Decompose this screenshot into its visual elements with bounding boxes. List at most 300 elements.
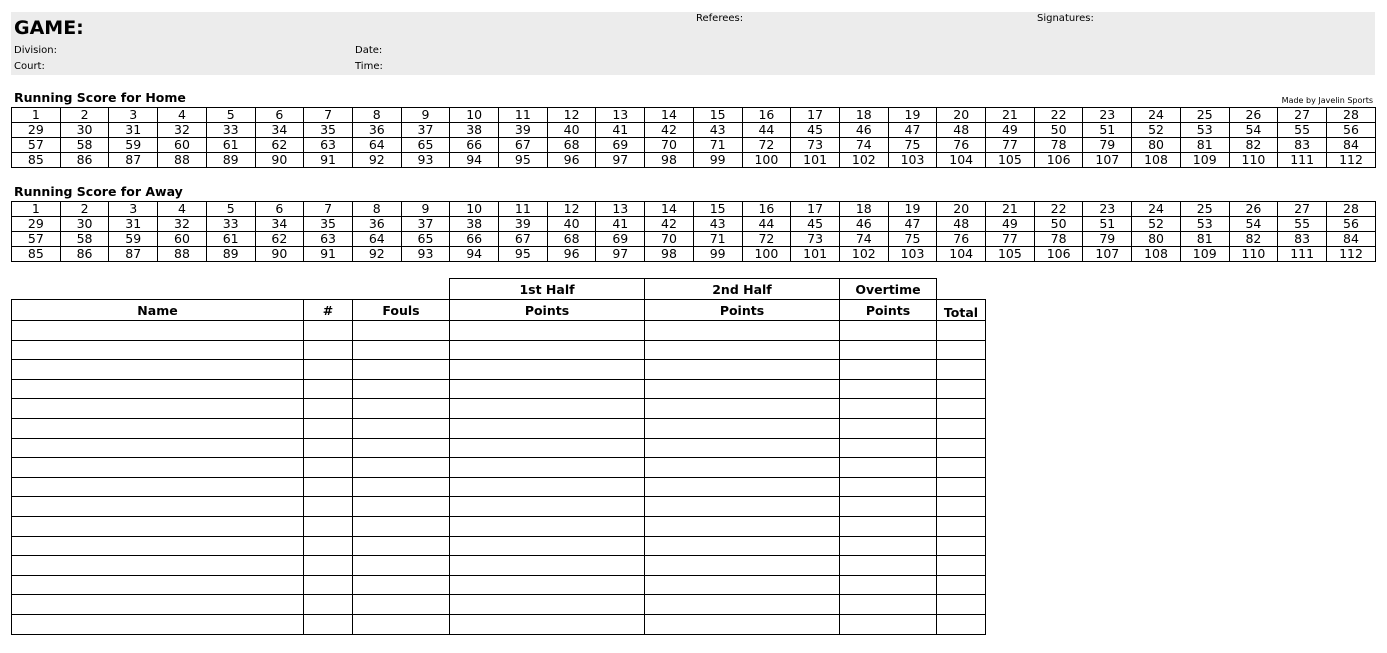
home-score-cell[interactable]: 33: [206, 123, 255, 138]
home-score-cell[interactable]: 43: [693, 123, 742, 138]
overtime-points-cell[interactable]: [840, 536, 937, 556]
away-score-cell[interactable]: 56: [1326, 217, 1375, 232]
away-score-cell[interactable]: 87: [109, 247, 158, 262]
away-score-cell[interactable]: 75: [888, 232, 937, 247]
player-name-cell[interactable]: [12, 575, 304, 595]
home-score-cell[interactable]: 26: [1229, 108, 1278, 123]
total-cell[interactable]: [937, 340, 986, 360]
player-name-cell[interactable]: [12, 340, 304, 360]
home-score-cell[interactable]: 5: [206, 108, 255, 123]
player-number-cell[interactable]: [304, 458, 353, 478]
away-score-cell[interactable]: 77: [986, 232, 1035, 247]
first-half-points-cell[interactable]: [450, 418, 645, 438]
first-half-points-cell[interactable]: [450, 321, 645, 341]
away-score-cell[interactable]: 31: [109, 217, 158, 232]
away-score-cell[interactable]: 52: [1132, 217, 1181, 232]
home-score-cell[interactable]: 54: [1229, 123, 1278, 138]
first-half-points-cell[interactable]: [450, 614, 645, 634]
home-score-cell[interactable]: 51: [1083, 123, 1132, 138]
away-score-cell[interactable]: 99: [693, 247, 742, 262]
home-score-cell[interactable]: 25: [1180, 108, 1229, 123]
away-score-cell[interactable]: 33: [206, 217, 255, 232]
home-score-cell[interactable]: 38: [450, 123, 499, 138]
away-score-cell[interactable]: 44: [742, 217, 791, 232]
away-score-cell[interactable]: 47: [888, 217, 937, 232]
away-score-cell[interactable]: 38: [450, 217, 499, 232]
home-score-cell[interactable]: 41: [596, 123, 645, 138]
away-score-cell[interactable]: 7: [304, 202, 353, 217]
away-score-cell[interactable]: 17: [791, 202, 840, 217]
home-score-cell[interactable]: 67: [499, 138, 548, 153]
home-score-cell[interactable]: 112: [1326, 153, 1375, 168]
home-score-cell[interactable]: 37: [401, 123, 450, 138]
home-score-cell[interactable]: 70: [645, 138, 694, 153]
away-score-cell[interactable]: 39: [499, 217, 548, 232]
away-score-cell[interactable]: 58: [60, 232, 109, 247]
home-score-cell[interactable]: 74: [839, 138, 888, 153]
home-score-cell[interactable]: 100: [742, 153, 791, 168]
home-score-cell[interactable]: 71: [693, 138, 742, 153]
home-score-cell[interactable]: 78: [1034, 138, 1083, 153]
home-score-cell[interactable]: 80: [1132, 138, 1181, 153]
away-score-cell[interactable]: 11: [499, 202, 548, 217]
away-score-cell[interactable]: 105: [986, 247, 1035, 262]
away-score-cell[interactable]: 42: [645, 217, 694, 232]
away-score-cell[interactable]: 62: [255, 232, 304, 247]
home-score-cell[interactable]: 91: [304, 153, 353, 168]
away-score-cell[interactable]: 28: [1326, 202, 1375, 217]
home-score-cell[interactable]: 101: [791, 153, 840, 168]
player-name-cell[interactable]: [12, 516, 304, 536]
home-score-cell[interactable]: 18: [839, 108, 888, 123]
away-score-cell[interactable]: 66: [450, 232, 499, 247]
home-score-cell[interactable]: 21: [986, 108, 1035, 123]
home-score-cell[interactable]: 105: [986, 153, 1035, 168]
home-score-cell[interactable]: 84: [1326, 138, 1375, 153]
home-score-cell[interactable]: 58: [60, 138, 109, 153]
first-half-points-cell[interactable]: [450, 516, 645, 536]
total-cell[interactable]: [937, 458, 986, 478]
first-half-points-cell[interactable]: [450, 399, 645, 419]
fouls-cell[interactable]: [353, 360, 450, 380]
away-score-cell[interactable]: 73: [791, 232, 840, 247]
home-score-cell[interactable]: 24: [1132, 108, 1181, 123]
away-score-cell[interactable]: 90: [255, 247, 304, 262]
home-score-cell[interactable]: 90: [255, 153, 304, 168]
fouls-cell[interactable]: [353, 379, 450, 399]
second-half-points-cell[interactable]: [645, 477, 840, 497]
home-score-cell[interactable]: 23: [1083, 108, 1132, 123]
overtime-points-cell[interactable]: [840, 418, 937, 438]
player-number-cell[interactable]: [304, 418, 353, 438]
second-half-points-cell[interactable]: [645, 321, 840, 341]
player-name-cell[interactable]: [12, 536, 304, 556]
away-score-cell[interactable]: 111: [1278, 247, 1327, 262]
fouls-cell[interactable]: [353, 458, 450, 478]
home-score-cell[interactable]: 9: [401, 108, 450, 123]
away-score-cell[interactable]: 109: [1180, 247, 1229, 262]
home-score-cell[interactable]: 35: [304, 123, 353, 138]
overtime-points-cell[interactable]: [840, 516, 937, 536]
away-score-cell[interactable]: 79: [1083, 232, 1132, 247]
away-score-cell[interactable]: 16: [742, 202, 791, 217]
away-score-cell[interactable]: 14: [645, 202, 694, 217]
away-score-cell[interactable]: 110: [1229, 247, 1278, 262]
home-score-cell[interactable]: 75: [888, 138, 937, 153]
home-score-cell[interactable]: 12: [547, 108, 596, 123]
away-score-cell[interactable]: 60: [158, 232, 207, 247]
away-score-cell[interactable]: 72: [742, 232, 791, 247]
total-cell[interactable]: [937, 614, 986, 634]
away-score-cell[interactable]: 3: [109, 202, 158, 217]
away-score-cell[interactable]: 88: [158, 247, 207, 262]
total-cell[interactable]: [937, 399, 986, 419]
total-cell[interactable]: [937, 379, 986, 399]
away-score-cell[interactable]: 81: [1180, 232, 1229, 247]
home-score-cell[interactable]: 42: [645, 123, 694, 138]
home-score-cell[interactable]: 63: [304, 138, 353, 153]
away-score-cell[interactable]: 53: [1180, 217, 1229, 232]
away-score-cell[interactable]: 36: [352, 217, 401, 232]
first-half-points-cell[interactable]: [450, 458, 645, 478]
away-score-cell[interactable]: 43: [693, 217, 742, 232]
away-score-cell[interactable]: 26: [1229, 202, 1278, 217]
fouls-cell[interactable]: [353, 321, 450, 341]
home-score-cell[interactable]: 110: [1229, 153, 1278, 168]
first-half-points-cell[interactable]: [450, 438, 645, 458]
home-score-cell[interactable]: 107: [1083, 153, 1132, 168]
home-score-cell[interactable]: 14: [645, 108, 694, 123]
total-cell[interactable]: [937, 418, 986, 438]
home-score-cell[interactable]: 57: [12, 138, 61, 153]
home-score-cell[interactable]: 13: [596, 108, 645, 123]
overtime-points-cell[interactable]: [840, 556, 937, 576]
second-half-points-cell[interactable]: [645, 614, 840, 634]
total-cell[interactable]: [937, 516, 986, 536]
away-score-cell[interactable]: 92: [352, 247, 401, 262]
home-score-cell[interactable]: 85: [12, 153, 61, 168]
total-cell[interactable]: [937, 556, 986, 576]
home-score-cell[interactable]: 22: [1034, 108, 1083, 123]
overtime-points-cell[interactable]: [840, 379, 937, 399]
away-score-cell[interactable]: 61: [206, 232, 255, 247]
total-cell[interactable]: [937, 360, 986, 380]
away-score-cell[interactable]: 104: [937, 247, 986, 262]
player-number-cell[interactable]: [304, 438, 353, 458]
away-score-cell[interactable]: 2: [60, 202, 109, 217]
overtime-points-cell[interactable]: [840, 575, 937, 595]
home-score-cell[interactable]: 104: [937, 153, 986, 168]
home-score-cell[interactable]: 7: [304, 108, 353, 123]
away-score-cell[interactable]: 55: [1278, 217, 1327, 232]
player-name-cell[interactable]: [12, 477, 304, 497]
fouls-cell[interactable]: [353, 418, 450, 438]
player-name-cell[interactable]: [12, 379, 304, 399]
home-score-cell[interactable]: 59: [109, 138, 158, 153]
player-name-cell[interactable]: [12, 360, 304, 380]
away-score-cell[interactable]: 84: [1326, 232, 1375, 247]
home-score-cell[interactable]: 32: [158, 123, 207, 138]
fouls-cell[interactable]: [353, 438, 450, 458]
home-score-cell[interactable]: 15: [693, 108, 742, 123]
fouls-cell[interactable]: [353, 556, 450, 576]
home-score-cell[interactable]: 1: [12, 108, 61, 123]
second-half-points-cell[interactable]: [645, 340, 840, 360]
home-score-cell[interactable]: 93: [401, 153, 450, 168]
away-score-cell[interactable]: 19: [888, 202, 937, 217]
away-score-cell[interactable]: 76: [937, 232, 986, 247]
player-number-cell[interactable]: [304, 614, 353, 634]
home-score-cell[interactable]: 106: [1034, 153, 1083, 168]
player-number-cell[interactable]: [304, 340, 353, 360]
home-score-cell[interactable]: 30: [60, 123, 109, 138]
home-score-cell[interactable]: 3: [109, 108, 158, 123]
away-score-cell[interactable]: 34: [255, 217, 304, 232]
second-half-points-cell[interactable]: [645, 418, 840, 438]
away-score-cell[interactable]: 65: [401, 232, 450, 247]
fouls-cell[interactable]: [353, 399, 450, 419]
first-half-points-cell[interactable]: [450, 536, 645, 556]
home-score-cell[interactable]: 10: [450, 108, 499, 123]
away-score-cell[interactable]: 101: [791, 247, 840, 262]
home-score-cell[interactable]: 2: [60, 108, 109, 123]
fouls-cell[interactable]: [353, 340, 450, 360]
away-score-cell[interactable]: 80: [1132, 232, 1181, 247]
home-score-cell[interactable]: 61: [206, 138, 255, 153]
away-score-cell[interactable]: 9: [401, 202, 450, 217]
player-name-cell[interactable]: [12, 497, 304, 517]
away-score-cell[interactable]: 23: [1083, 202, 1132, 217]
home-score-cell[interactable]: 88: [158, 153, 207, 168]
home-score-cell[interactable]: 92: [352, 153, 401, 168]
away-score-cell[interactable]: 91: [304, 247, 353, 262]
away-score-cell[interactable]: 108: [1132, 247, 1181, 262]
home-score-cell[interactable]: 44: [742, 123, 791, 138]
first-half-points-cell[interactable]: [450, 556, 645, 576]
home-score-cell[interactable]: 102: [839, 153, 888, 168]
home-score-cell[interactable]: 79: [1083, 138, 1132, 153]
away-score-cell[interactable]: 83: [1278, 232, 1327, 247]
home-score-cell[interactable]: 69: [596, 138, 645, 153]
player-number-cell[interactable]: [304, 477, 353, 497]
player-name-cell[interactable]: [12, 595, 304, 615]
second-half-points-cell[interactable]: [645, 399, 840, 419]
player-number-cell[interactable]: [304, 556, 353, 576]
away-score-cell[interactable]: 6: [255, 202, 304, 217]
second-half-points-cell[interactable]: [645, 595, 840, 615]
home-score-cell[interactable]: 17: [791, 108, 840, 123]
home-score-cell[interactable]: 95: [499, 153, 548, 168]
home-score-cell[interactable]: 64: [352, 138, 401, 153]
first-half-points-cell[interactable]: [450, 379, 645, 399]
player-number-cell[interactable]: [304, 575, 353, 595]
away-score-cell[interactable]: 20: [937, 202, 986, 217]
home-score-cell[interactable]: 19: [888, 108, 937, 123]
home-score-cell[interactable]: 16: [742, 108, 791, 123]
away-score-cell[interactable]: 10: [450, 202, 499, 217]
home-score-cell[interactable]: 31: [109, 123, 158, 138]
home-score-cell[interactable]: 86: [60, 153, 109, 168]
away-score-cell[interactable]: 94: [450, 247, 499, 262]
overtime-points-cell[interactable]: [840, 321, 937, 341]
second-half-points-cell[interactable]: [645, 360, 840, 380]
home-score-cell[interactable]: 6: [255, 108, 304, 123]
total-cell[interactable]: [937, 536, 986, 556]
player-name-cell[interactable]: [12, 614, 304, 634]
fouls-cell[interactable]: [353, 614, 450, 634]
fouls-cell[interactable]: [353, 595, 450, 615]
away-score-cell[interactable]: 71: [693, 232, 742, 247]
home-score-cell[interactable]: 28: [1326, 108, 1375, 123]
home-score-cell[interactable]: 109: [1180, 153, 1229, 168]
overtime-points-cell[interactable]: [840, 477, 937, 497]
away-score-cell[interactable]: 103: [888, 247, 937, 262]
away-score-cell[interactable]: 12: [547, 202, 596, 217]
away-score-cell[interactable]: 32: [158, 217, 207, 232]
away-score-cell[interactable]: 74: [839, 232, 888, 247]
player-number-cell[interactable]: [304, 321, 353, 341]
second-half-points-cell[interactable]: [645, 458, 840, 478]
first-half-points-cell[interactable]: [450, 360, 645, 380]
home-score-cell[interactable]: 72: [742, 138, 791, 153]
first-half-points-cell[interactable]: [450, 575, 645, 595]
home-score-cell[interactable]: 36: [352, 123, 401, 138]
away-score-cell[interactable]: 29: [12, 217, 61, 232]
away-score-cell[interactable]: 46: [839, 217, 888, 232]
player-number-cell[interactable]: [304, 536, 353, 556]
home-score-cell[interactable]: 47: [888, 123, 937, 138]
home-score-cell[interactable]: 46: [839, 123, 888, 138]
home-score-cell[interactable]: 81: [1180, 138, 1229, 153]
away-score-cell[interactable]: 63: [304, 232, 353, 247]
total-cell[interactable]: [937, 497, 986, 517]
away-score-cell[interactable]: 8: [352, 202, 401, 217]
player-name-cell[interactable]: [12, 438, 304, 458]
away-score-cell[interactable]: 69: [596, 232, 645, 247]
away-score-cell[interactable]: 102: [839, 247, 888, 262]
overtime-points-cell[interactable]: [840, 595, 937, 615]
home-score-cell[interactable]: 65: [401, 138, 450, 153]
home-score-cell[interactable]: 20: [937, 108, 986, 123]
second-half-points-cell[interactable]: [645, 438, 840, 458]
away-score-cell[interactable]: 22: [1034, 202, 1083, 217]
away-score-cell[interactable]: 89: [206, 247, 255, 262]
away-score-cell[interactable]: 21: [986, 202, 1035, 217]
away-score-cell[interactable]: 78: [1034, 232, 1083, 247]
overtime-points-cell[interactable]: [840, 438, 937, 458]
player-name-cell[interactable]: [12, 556, 304, 576]
home-score-cell[interactable]: 34: [255, 123, 304, 138]
second-half-points-cell[interactable]: [645, 575, 840, 595]
away-score-cell[interactable]: 45: [791, 217, 840, 232]
player-number-cell[interactable]: [304, 360, 353, 380]
second-half-points-cell[interactable]: [645, 516, 840, 536]
home-score-cell[interactable]: 27: [1278, 108, 1327, 123]
second-half-points-cell[interactable]: [645, 556, 840, 576]
second-half-points-cell[interactable]: [645, 379, 840, 399]
home-score-cell[interactable]: 76: [937, 138, 986, 153]
home-score-cell[interactable]: 99: [693, 153, 742, 168]
fouls-cell[interactable]: [353, 536, 450, 556]
away-score-cell[interactable]: 97: [596, 247, 645, 262]
away-score-cell[interactable]: 1: [12, 202, 61, 217]
home-score-cell[interactable]: 52: [1132, 123, 1181, 138]
home-score-cell[interactable]: 60: [158, 138, 207, 153]
first-half-points-cell[interactable]: [450, 340, 645, 360]
total-cell[interactable]: [937, 477, 986, 497]
away-score-cell[interactable]: 18: [839, 202, 888, 217]
home-score-cell[interactable]: 108: [1132, 153, 1181, 168]
second-half-points-cell[interactable]: [645, 497, 840, 517]
fouls-cell[interactable]: [353, 575, 450, 595]
away-score-cell[interactable]: 13: [596, 202, 645, 217]
away-score-cell[interactable]: 48: [937, 217, 986, 232]
player-number-cell[interactable]: [304, 516, 353, 536]
away-score-cell[interactable]: 64: [352, 232, 401, 247]
away-score-cell[interactable]: 96: [547, 247, 596, 262]
away-score-cell[interactable]: 4: [158, 202, 207, 217]
fouls-cell[interactable]: [353, 497, 450, 517]
home-score-cell[interactable]: 4: [158, 108, 207, 123]
away-score-cell[interactable]: 93: [401, 247, 450, 262]
home-score-cell[interactable]: 29: [12, 123, 61, 138]
overtime-points-cell[interactable]: [840, 614, 937, 634]
home-score-cell[interactable]: 49: [986, 123, 1035, 138]
away-score-cell[interactable]: 85: [12, 247, 61, 262]
home-score-cell[interactable]: 94: [450, 153, 499, 168]
away-score-cell[interactable]: 57: [12, 232, 61, 247]
home-score-cell[interactable]: 39: [499, 123, 548, 138]
home-score-cell[interactable]: 103: [888, 153, 937, 168]
away-score-cell[interactable]: 15: [693, 202, 742, 217]
player-number-cell[interactable]: [304, 595, 353, 615]
home-score-cell[interactable]: 48: [937, 123, 986, 138]
away-score-cell[interactable]: 95: [499, 247, 548, 262]
overtime-points-cell[interactable]: [840, 497, 937, 517]
home-score-cell[interactable]: 82: [1229, 138, 1278, 153]
away-score-cell[interactable]: 68: [547, 232, 596, 247]
home-score-cell[interactable]: 98: [645, 153, 694, 168]
total-cell[interactable]: [937, 575, 986, 595]
home-score-cell[interactable]: 111: [1278, 153, 1327, 168]
away-score-cell[interactable]: 59: [109, 232, 158, 247]
away-score-cell[interactable]: 86: [60, 247, 109, 262]
home-score-cell[interactable]: 96: [547, 153, 596, 168]
away-score-cell[interactable]: 98: [645, 247, 694, 262]
total-cell[interactable]: [937, 438, 986, 458]
total-cell[interactable]: [937, 595, 986, 615]
player-name-cell[interactable]: [12, 321, 304, 341]
away-score-cell[interactable]: 49: [986, 217, 1035, 232]
home-score-cell[interactable]: 56: [1326, 123, 1375, 138]
away-score-cell[interactable]: 50: [1034, 217, 1083, 232]
away-score-cell[interactable]: 41: [596, 217, 645, 232]
overtime-points-cell[interactable]: [840, 399, 937, 419]
home-score-cell[interactable]: 97: [596, 153, 645, 168]
away-score-cell[interactable]: 107: [1083, 247, 1132, 262]
away-score-cell[interactable]: 5: [206, 202, 255, 217]
away-score-cell[interactable]: 51: [1083, 217, 1132, 232]
away-score-cell[interactable]: 100: [742, 247, 791, 262]
home-score-cell[interactable]: 77: [986, 138, 1035, 153]
home-score-cell[interactable]: 55: [1278, 123, 1327, 138]
player-number-cell[interactable]: [304, 399, 353, 419]
home-score-cell[interactable]: 8: [352, 108, 401, 123]
away-score-cell[interactable]: 35: [304, 217, 353, 232]
home-score-cell[interactable]: 68: [547, 138, 596, 153]
away-score-cell[interactable]: 24: [1132, 202, 1181, 217]
overtime-points-cell[interactable]: [840, 360, 937, 380]
